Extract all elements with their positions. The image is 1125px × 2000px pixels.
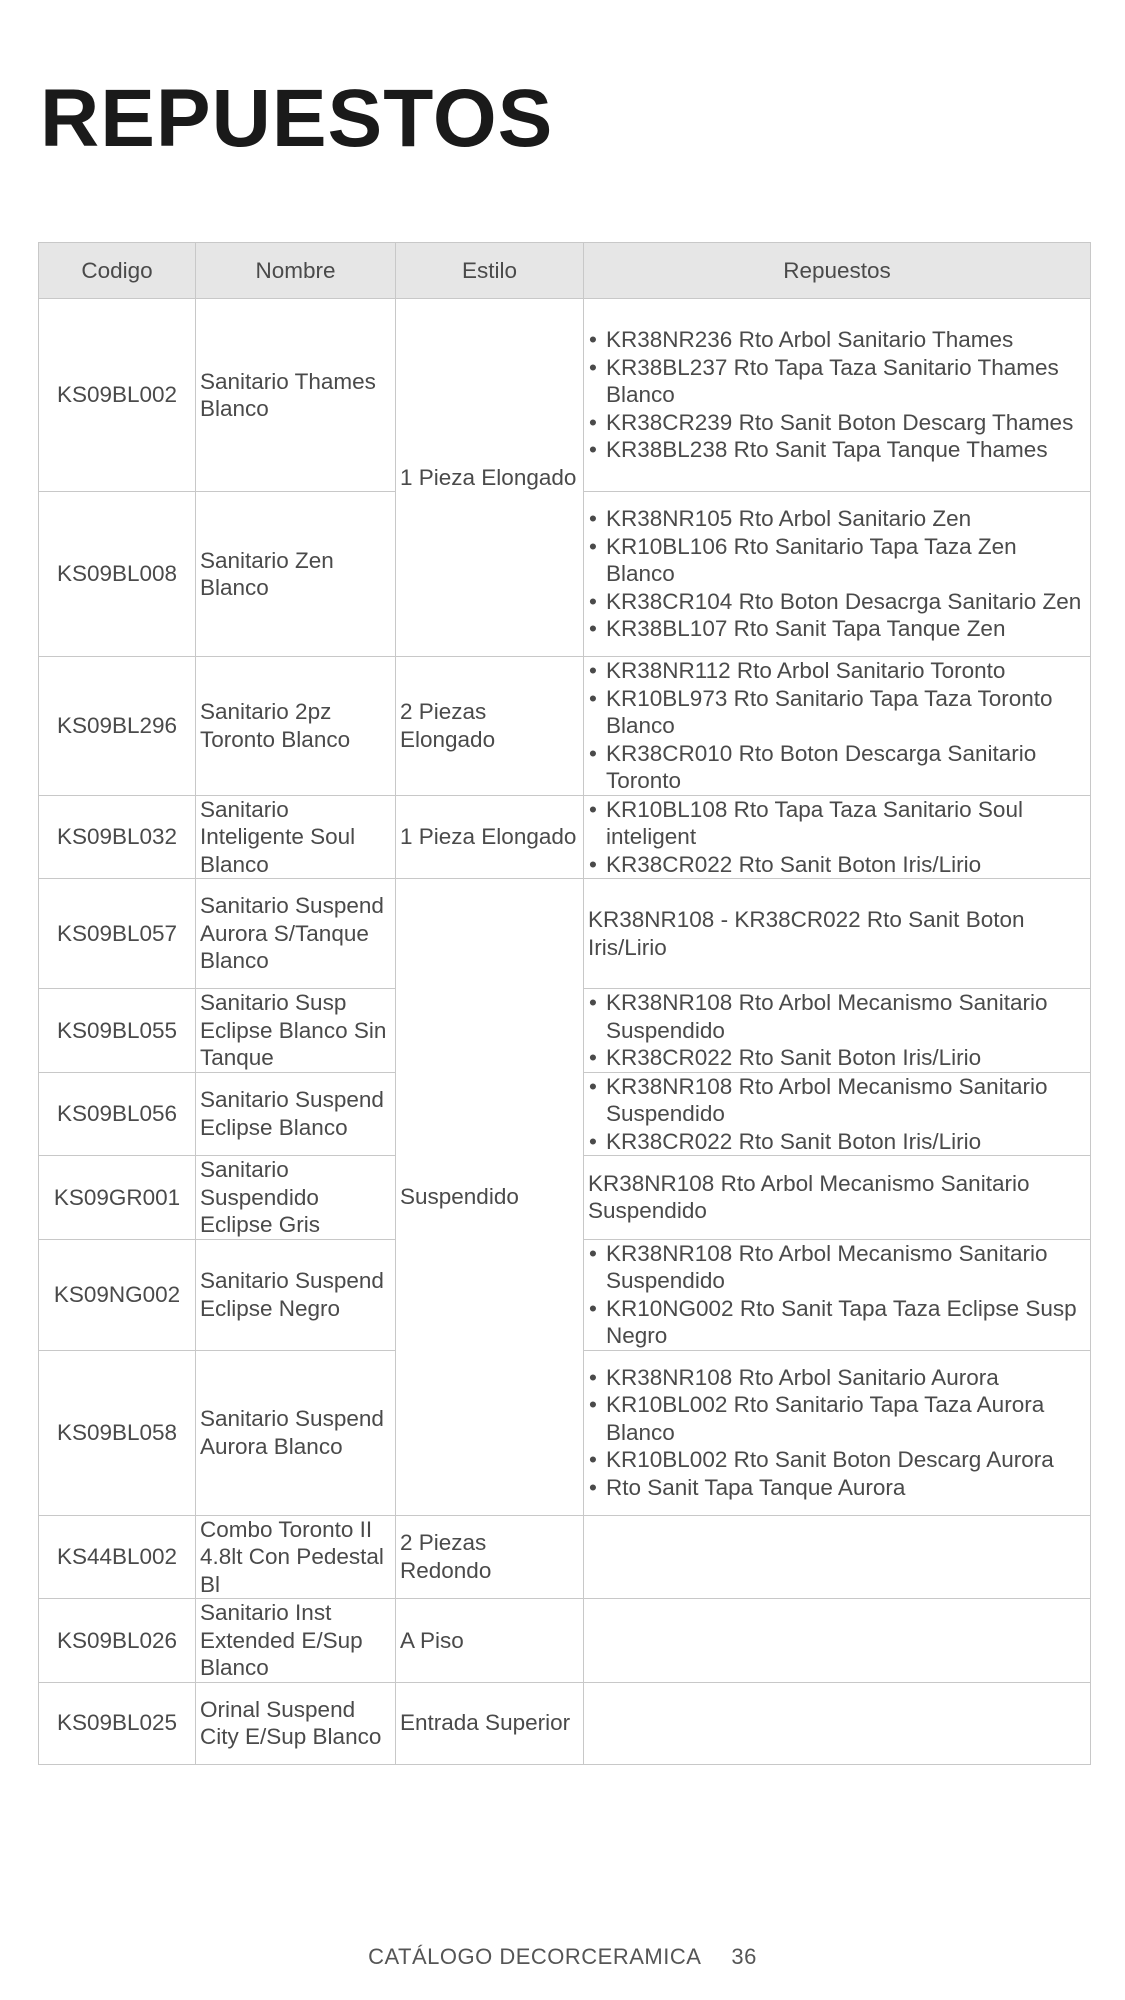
parts-list xyxy=(588,1240,1086,1350)
product-code: KS09BL008 xyxy=(39,492,196,657)
list-item: • KR38BL237 Rto Tapa Taza Sanitario Thames Blanco xyxy=(588,354,1086,409)
table-row xyxy=(39,879,1091,989)
table-row xyxy=(39,1682,1091,1764)
product-style: 1 Pieza Elongado xyxy=(396,299,584,657)
product-name: Orinal Suspend City E/Sup Blanco xyxy=(196,1682,396,1764)
list-item: • KR10BL002 Rto Sanitario Tapa Taza Aurora Blanco xyxy=(588,1391,1086,1446)
parts-cell xyxy=(584,989,1091,1073)
product-name: Sanitario Suspend Eclipse Negro xyxy=(196,1239,396,1350)
list-item: • KR38CR239 Rto Sanit Boton Descarg Thames xyxy=(588,409,1086,437)
product-name: Sanitario Zen Blanco xyxy=(196,492,396,657)
parts-list xyxy=(588,657,1086,795)
product-name: Sanitario Inteligente Soul Blanco xyxy=(196,795,396,879)
product-style: 1 Pieza Elongado xyxy=(396,795,584,879)
list-item: • KR10BL106 Rto Sanitario Tapa Taza Zen Blanco xyxy=(588,533,1086,588)
list-item: • KR38CR022 Rto Sanit Boton Iris/Lirio xyxy=(588,851,1086,879)
product-name: Sanitario Thames Blanco xyxy=(196,299,396,492)
product-code: KS09BL055 xyxy=(39,989,196,1073)
product-code: KS09BL032 xyxy=(39,795,196,879)
list-item: • KR38NR108 Rto Arbol Sanitario Aurora xyxy=(588,1364,1086,1392)
page-number: 36 xyxy=(731,1944,757,1969)
list-item: • KR38CR022 Rto Sanit Boton Iris/Lirio xyxy=(588,1128,1086,1156)
table-row xyxy=(39,657,1091,796)
list-item: • KR10BL973 Rto Sanitario Tapa Taza Toronto Blanco xyxy=(588,685,1086,740)
product-style: Entrada Superior xyxy=(396,1682,584,1764)
product-name: Combo Toronto II 4.8lt Con Pedestal Bl xyxy=(196,1515,396,1599)
header-repuestos: Repuestos xyxy=(584,243,1091,299)
table-header-row xyxy=(39,243,1091,299)
product-code: KS09BL058 xyxy=(39,1350,196,1515)
parts-cell: KR38NR108 Rto Arbol Mecanismo Sanitario Suspendido xyxy=(584,1156,1091,1240)
product-code: KS44BL002 xyxy=(39,1515,196,1599)
product-code: KS09BL056 xyxy=(39,1072,196,1156)
header-codigo: Codigo xyxy=(39,243,196,299)
parts-list xyxy=(588,989,1086,1072)
list-item: • KR38NR236 Rto Arbol Sanitario Thames xyxy=(588,326,1086,354)
page-title: REPUESTOS xyxy=(40,73,554,164)
table-row xyxy=(39,299,1091,492)
product-style: 2 Piezas Elongado xyxy=(396,657,584,796)
list-item: • KR38CR022 Rto Sanit Boton Iris/Lirio xyxy=(588,1044,1086,1072)
parts-list xyxy=(588,796,1086,879)
product-name: Sanitario 2pz Toronto Blanco xyxy=(196,657,396,796)
list-item: • KR38NR108 Rto Arbol Mecanismo Sanitario Suspendido xyxy=(588,1073,1086,1128)
parts-list xyxy=(588,505,1086,643)
catalog-name: CATÁLOGO DECORCERAMICA xyxy=(368,1944,702,1969)
product-style: A Piso xyxy=(396,1599,584,1683)
parts-list xyxy=(588,1364,1086,1502)
product-code: KS09BL296 xyxy=(39,657,196,796)
parts-cell xyxy=(584,657,1091,796)
list-item: • KR38CR104 Rto Boton Desacrga Sanitario Zen xyxy=(588,588,1086,616)
product-code: KS09BL025 xyxy=(39,1682,196,1764)
list-item: • Rto Sanit Tapa Tanque Aurora xyxy=(588,1474,1086,1502)
product-name: Sanitario Inst Extended E/Sup Blanco xyxy=(196,1599,396,1683)
list-item: • KR38NR108 Rto Arbol Mecanismo Sanitario Suspendido xyxy=(588,1240,1086,1295)
list-item: • KR38NR112 Rto Arbol Sanitario Toronto xyxy=(588,657,1086,685)
parts-cell xyxy=(584,1239,1091,1350)
page-footer xyxy=(0,1944,1125,1970)
product-code: KS09BL057 xyxy=(39,879,196,989)
header-estilo: Estilo xyxy=(396,243,584,299)
product-code: KS09BL026 xyxy=(39,1599,196,1683)
product-name: Sanitario Suspend Aurora S/Tanque Blanco xyxy=(196,879,396,989)
parts-cell xyxy=(584,1350,1091,1515)
list-item: • KR10BL108 Rto Tapa Taza Sanitario Soul inteligent xyxy=(588,796,1086,851)
list-item: • KR38NR108 Rto Arbol Mecanismo Sanitario Suspendido xyxy=(588,989,1086,1044)
parts-cell-empty xyxy=(584,1682,1091,1764)
list-item: • KR38NR105 Rto Arbol Sanitario Zen xyxy=(588,505,1086,533)
parts-cell-empty xyxy=(584,1599,1091,1683)
product-name: Sanitario Suspend Aurora Blanco xyxy=(196,1350,396,1515)
list-item: • KR38BL238 Rto Sanit Tapa Tanque Thames xyxy=(588,436,1086,464)
product-code: KS09NG002 xyxy=(39,1239,196,1350)
parts-cell xyxy=(584,299,1091,492)
product-code: KS09GR001 xyxy=(39,1156,196,1240)
parts-list xyxy=(588,1073,1086,1156)
list-item: • KR10NG002 Rto Sanit Tapa Taza Eclipse Susp Negro xyxy=(588,1295,1086,1350)
parts-table xyxy=(38,242,1091,1765)
header-nombre: Nombre xyxy=(196,243,396,299)
product-style: Suspendido xyxy=(396,879,584,1516)
parts-cell xyxy=(584,492,1091,657)
list-item: • KR38BL107 Rto Sanit Tapa Tanque Zen xyxy=(588,615,1086,643)
table-row xyxy=(39,1599,1091,1683)
product-name: Sanitario Suspendido Eclipse Gris xyxy=(196,1156,396,1240)
parts-cell: KR38NR108 - KR38CR022 Rto Sanit Boton Iris/Lirio xyxy=(584,879,1091,989)
table-row xyxy=(39,795,1091,879)
parts-cell xyxy=(584,795,1091,879)
list-item: • KR38CR010 Rto Boton Descarga Sanitario Toronto xyxy=(588,740,1086,795)
table-row xyxy=(39,1515,1091,1599)
parts-list xyxy=(588,326,1086,464)
parts-cell-empty xyxy=(584,1515,1091,1599)
product-name: Sanitario Susp Eclipse Blanco Sin Tanque xyxy=(196,989,396,1073)
parts-cell xyxy=(584,1072,1091,1156)
list-item: • KR10BL002 Rto Sanit Boton Descarg Aurora xyxy=(588,1446,1086,1474)
product-style: 2 Piezas Redondo xyxy=(396,1515,584,1599)
product-name: Sanitario Suspend Eclipse Blanco xyxy=(196,1072,396,1156)
product-code: KS09BL002 xyxy=(39,299,196,492)
